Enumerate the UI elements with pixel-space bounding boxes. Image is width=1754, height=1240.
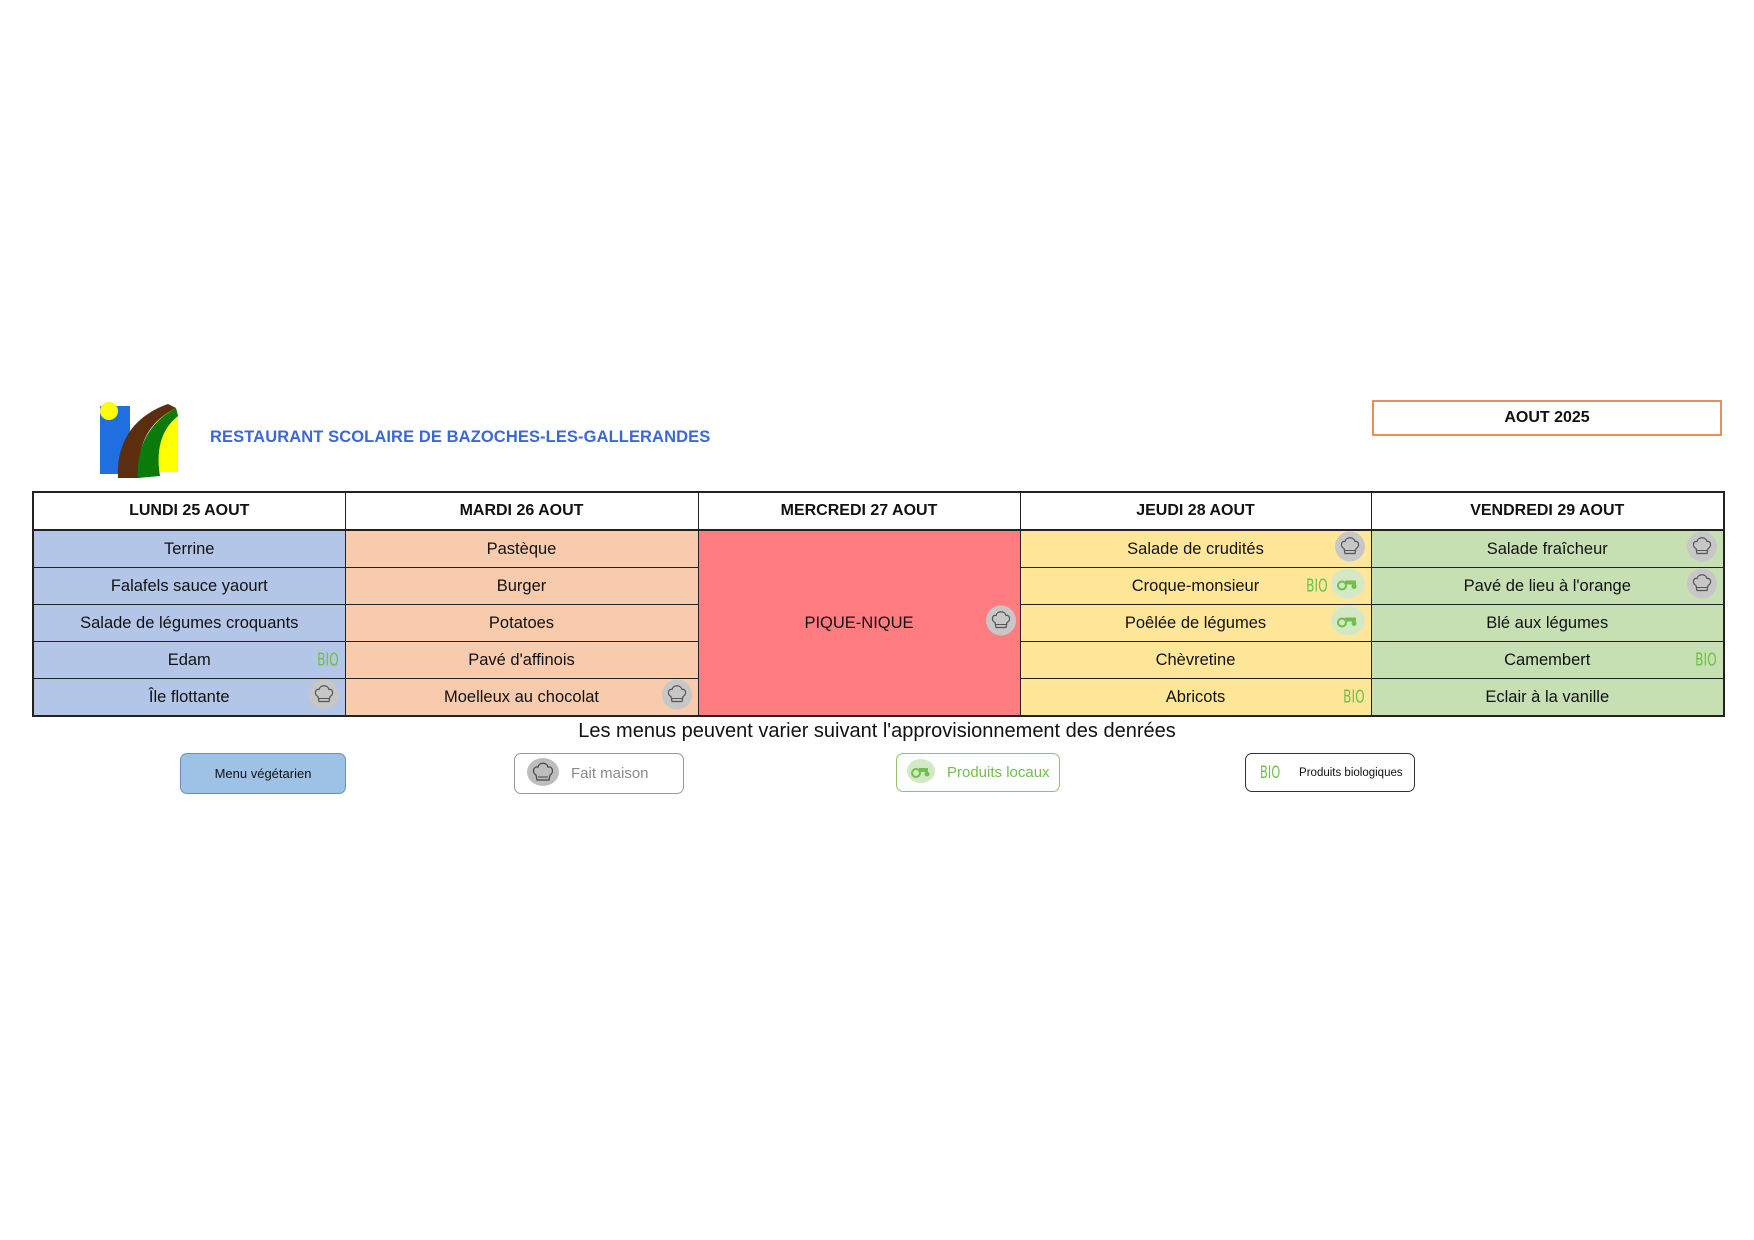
menu-cell <box>345 605 698 642</box>
dish-marks <box>1688 650 1717 671</box>
menu-cell <box>345 568 698 605</box>
day-header-mercredi: MERCREDI 27 AOUT <box>698 492 1020 530</box>
dish-name: Edam <box>167 650 211 669</box>
menu-cell <box>1020 605 1371 642</box>
legend-vegetarian-label: Menu végétarien <box>214 766 312 781</box>
legend-bio-label: Produits biologiques <box>1299 766 1403 779</box>
dish-name: Chèvretine <box>1155 650 1236 669</box>
dish-name: Eclair à la vanille <box>1485 687 1610 706</box>
legend-homemade <box>514 753 684 794</box>
dish-name: Croque-monsieur <box>1131 576 1260 595</box>
menu-cell <box>33 642 345 679</box>
bio-mark-icon: BIO <box>317 649 339 671</box>
school-logo <box>100 402 178 478</box>
menu-cell <box>33 605 345 642</box>
menu-cell <box>345 642 698 679</box>
menu-cell <box>1371 642 1724 679</box>
menu-cell-picnic <box>698 530 1020 716</box>
day-header-mardi: MARDI 26 AOUT <box>345 492 698 530</box>
dish-marks <box>1687 532 1717 567</box>
dish-name: Pastèque <box>486 539 557 558</box>
dish-marks <box>1331 606 1365 641</box>
tractor-icon <box>907 759 935 787</box>
tractor-icon <box>1331 606 1365 641</box>
dish-name: Île flottante <box>148 687 230 706</box>
menu-cell <box>345 679 698 717</box>
chef-hat-icon <box>986 606 1016 641</box>
menu-cell <box>1020 568 1371 605</box>
chef-hat-icon <box>1335 532 1365 567</box>
bio-mark-icon: BIO <box>1695 649 1717 671</box>
menu-cell <box>1020 642 1371 679</box>
legend-local <box>896 753 1060 792</box>
dish-name: Blé aux légumes <box>1486 613 1609 632</box>
dish-marks <box>309 680 339 715</box>
menu-cell <box>1371 605 1724 642</box>
dish-marks <box>662 680 692 715</box>
dish-name: Salade fraîcheur <box>1486 539 1608 558</box>
dish-name: Terrine <box>164 539 215 558</box>
dish-name: Salade de crudités <box>1127 539 1264 558</box>
bio-mark-icon: BIO <box>1343 686 1365 708</box>
menu-cell <box>345 530 698 568</box>
legend-vegetarian <box>180 753 346 794</box>
dish-marks <box>1335 532 1365 567</box>
menu-disclaimer: Les menus peuvent varier suivant l'approvisionnement des denrées <box>578 720 1176 742</box>
dish-name: Camembert <box>1504 650 1591 669</box>
legend-local-label: Produits locaux <box>947 764 1050 781</box>
menu-cell <box>33 568 345 605</box>
dish-marks <box>986 606 1016 641</box>
legend-bio <box>1245 753 1415 792</box>
dish-name: Burger <box>496 576 547 595</box>
chef-hat-icon <box>309 680 339 715</box>
bio-mark-icon: BIO <box>1306 575 1328 597</box>
dish-name: Pavé de lieu à l'orange <box>1463 576 1631 595</box>
chef-hat-icon <box>662 680 692 715</box>
dish-name: Falafels sauce yaourt <box>110 576 268 595</box>
menu-cell <box>1371 679 1724 717</box>
bio-mark-icon: BIO <box>1260 762 1281 783</box>
day-header-lundi: LUNDI 25 AOUT <box>33 492 345 530</box>
dish-marks <box>1687 569 1717 604</box>
legend-homemade-label: Fait maison <box>571 765 649 782</box>
month-label: AOUT 2025 <box>1372 400 1722 436</box>
dish-name: Abricots <box>1165 687 1226 706</box>
chef-hat-icon <box>1687 532 1717 567</box>
menu-cell <box>33 679 345 717</box>
dish-name: Salade de légumes croquants <box>80 613 299 632</box>
school-title: RESTAURANT SCOLAIRE DE BAZOCHES-LES-GALLERANDES <box>210 428 711 446</box>
dish-name: PIQUE-NIQUE <box>804 613 914 632</box>
chef-hat-icon <box>1687 569 1717 604</box>
chef-hat-icon <box>527 757 559 791</box>
menu-cell <box>1020 530 1371 568</box>
day-header-jeudi: JEUDI 28 AOUT <box>1020 492 1371 530</box>
dish-name: Poêlée de légumes <box>1124 613 1267 632</box>
dish-marks <box>310 650 339 671</box>
weekly-menu-table <box>32 491 1725 717</box>
menu-cell <box>1371 568 1724 605</box>
dish-name: Pavé d'affinois <box>468 650 575 669</box>
menu-cell <box>1371 530 1724 568</box>
menu-cell <box>1020 679 1371 717</box>
dish-marks <box>1299 569 1365 604</box>
dish-name: Moelleux au chocolat <box>443 687 599 706</box>
tractor-icon <box>1331 569 1365 604</box>
dish-marks <box>1336 687 1365 708</box>
menu-cell <box>33 530 345 568</box>
day-header-vendredi: VENDREDI 29 AOUT <box>1371 492 1724 530</box>
dish-name: Potatoes <box>488 613 555 632</box>
